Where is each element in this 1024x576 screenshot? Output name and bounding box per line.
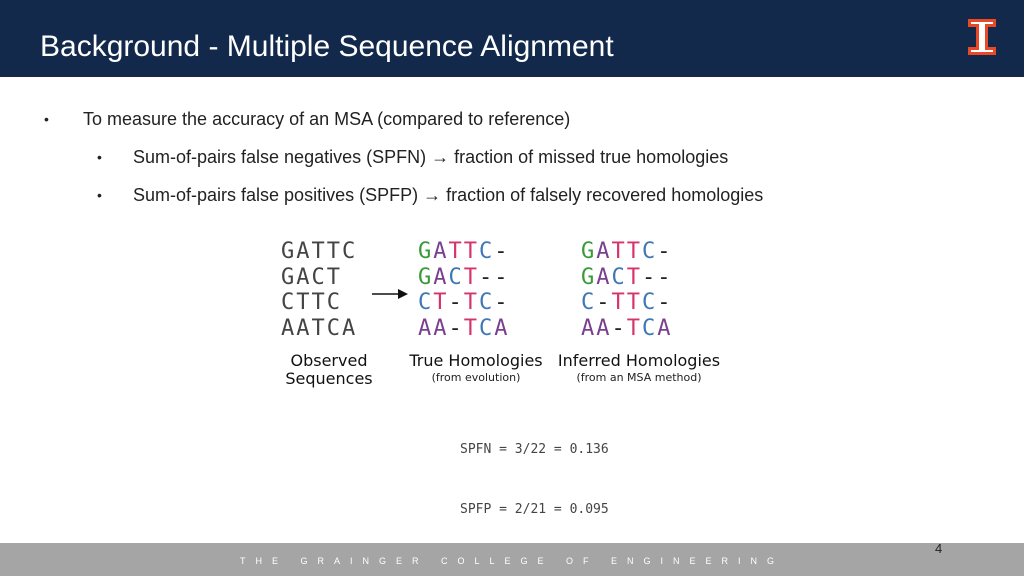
nucleotide: T (326, 239, 342, 264)
spfp-stat: SPFP = 2/21 = 0.095 (460, 502, 609, 517)
nucleotide: C (326, 290, 342, 315)
nucleotide: A (494, 315, 510, 341)
nucleotide: - (596, 290, 612, 315)
nucleotide: T (311, 290, 327, 315)
nucleotide: - (448, 315, 464, 341)
observed-sequence-row (281, 290, 357, 316)
true-label-title: True Homologies (409, 351, 543, 370)
nucleotide: A (433, 239, 449, 264)
nucleotide: G (418, 264, 434, 290)
nucleotide: A (296, 315, 312, 341)
illinois-block-i-icon (968, 19, 996, 55)
nucleotide: - (494, 264, 510, 290)
bullet-dot: • (44, 111, 49, 127)
right-arrow-icon (370, 287, 410, 301)
main-bullet-text: To measure the accuracy of an MSA (compared to reference) (83, 109, 571, 129)
spfp-bullet-text: Sum-of-pairs false positives (SPFP) → fraction of falsely recovered homologies (133, 185, 764, 205)
nucleotide: T (463, 264, 479, 290)
nucleotide: T (311, 239, 327, 264)
observed-label-line1: Observed (290, 351, 368, 370)
nucleotide: A (596, 264, 612, 290)
nucleotide: G (281, 239, 297, 264)
nucleotide: C (342, 239, 358, 264)
inferred-alignment-row (581, 290, 673, 316)
true-label (406, 352, 546, 386)
nucleotide: T (448, 239, 464, 264)
nucleotide: G (281, 264, 297, 290)
nucleotide: C (581, 290, 597, 315)
nucleotide: - (479, 264, 495, 290)
nucleotide: C (479, 315, 495, 341)
nucleotide: A (596, 315, 612, 341)
observed-sequence-row (281, 316, 357, 342)
nucleotide: T (611, 239, 627, 264)
nucleotide: - (657, 264, 673, 290)
nucleotide: T (311, 315, 327, 341)
sub-bullet-dot: • (97, 187, 102, 203)
nucleotide: C (281, 290, 297, 315)
nucleotide: T (611, 290, 627, 315)
observed-label (280, 352, 378, 388)
msa-figure (270, 232, 770, 517)
nucleotide: T (463, 315, 479, 341)
observed-sequences (281, 239, 357, 341)
nucleotide: C (642, 239, 658, 264)
nucleotide: C (448, 264, 464, 290)
nucleotide: T (463, 290, 479, 315)
nucleotide: - (448, 290, 464, 315)
inferred-label-title: Inferred Homologies (557, 351, 721, 370)
nucleotide: T (626, 264, 642, 290)
nucleotide: A (433, 315, 449, 341)
true-alignment-row (418, 316, 510, 342)
inferred-label-subtitle: (from an MSA method) (576, 371, 702, 384)
nucleotide: A (342, 315, 358, 341)
nucleotide: T (296, 290, 312, 315)
accuracy-stats (460, 400, 609, 560)
nucleotide: T (626, 315, 642, 341)
nucleotide: A (433, 264, 449, 290)
observed-label-line2: Sequences (285, 369, 373, 388)
nucleotide: C (418, 290, 434, 315)
true-label-subtitle: (from evolution) (431, 371, 521, 384)
nucleotide: A (596, 239, 612, 264)
inferred-alignment (581, 239, 673, 341)
footer-college-name: THE GRAINGER COLLEGE OF ENGINEERING (239, 556, 785, 566)
true-alignment-row (418, 239, 510, 265)
spfn-stat: SPFN = 3/22 = 0.136 (460, 442, 609, 457)
sub-bullet-dot: • (97, 149, 102, 165)
spfn-bullet-text: Sum-of-pairs false negatives (SPFN) → fraction of missed true homologies (133, 147, 729, 167)
true-alignment-row (418, 265, 510, 291)
slide-title: Background - Multiple Sequence Alignment (40, 30, 614, 63)
nucleotide: - (657, 239, 673, 264)
nucleotide: A (296, 239, 312, 264)
observed-sequence-row (281, 265, 357, 291)
inferred-alignment-row (581, 316, 673, 342)
nucleotide: T (626, 290, 642, 315)
nucleotide: - (494, 239, 510, 264)
nucleotide: - (657, 290, 673, 315)
nucleotide: A (296, 264, 312, 290)
observed-sequence-row (281, 239, 357, 265)
nucleotide: A (418, 315, 434, 341)
nucleotide: A (281, 315, 297, 341)
nucleotide: - (494, 290, 510, 315)
inferred-alignment-row (581, 265, 673, 291)
nucleotide: G (581, 239, 597, 264)
nucleotide: A (581, 315, 597, 341)
nucleotide: - (611, 315, 627, 341)
nucleotide: G (418, 239, 434, 264)
nucleotide: A (657, 315, 673, 341)
nucleotide: T (326, 264, 342, 290)
nucleotide: C (479, 290, 495, 315)
nucleotide: - (642, 264, 658, 290)
nucleotide: C (311, 264, 327, 290)
page-number: 4 (935, 541, 943, 556)
inferred-alignment-row (581, 239, 673, 265)
nucleotide: C (642, 290, 658, 315)
nucleotide: T (626, 239, 642, 264)
nucleotide: C (642, 315, 658, 341)
true-alignment-row (418, 290, 510, 316)
inferred-label (554, 352, 724, 386)
nucleotide: G (581, 264, 597, 290)
true-alignment (418, 239, 510, 341)
nucleotide: T (463, 239, 479, 264)
nucleotide: C (611, 264, 627, 290)
nucleotide: C (479, 239, 495, 264)
nucleotide: T (433, 290, 449, 315)
nucleotide: C (326, 315, 342, 341)
